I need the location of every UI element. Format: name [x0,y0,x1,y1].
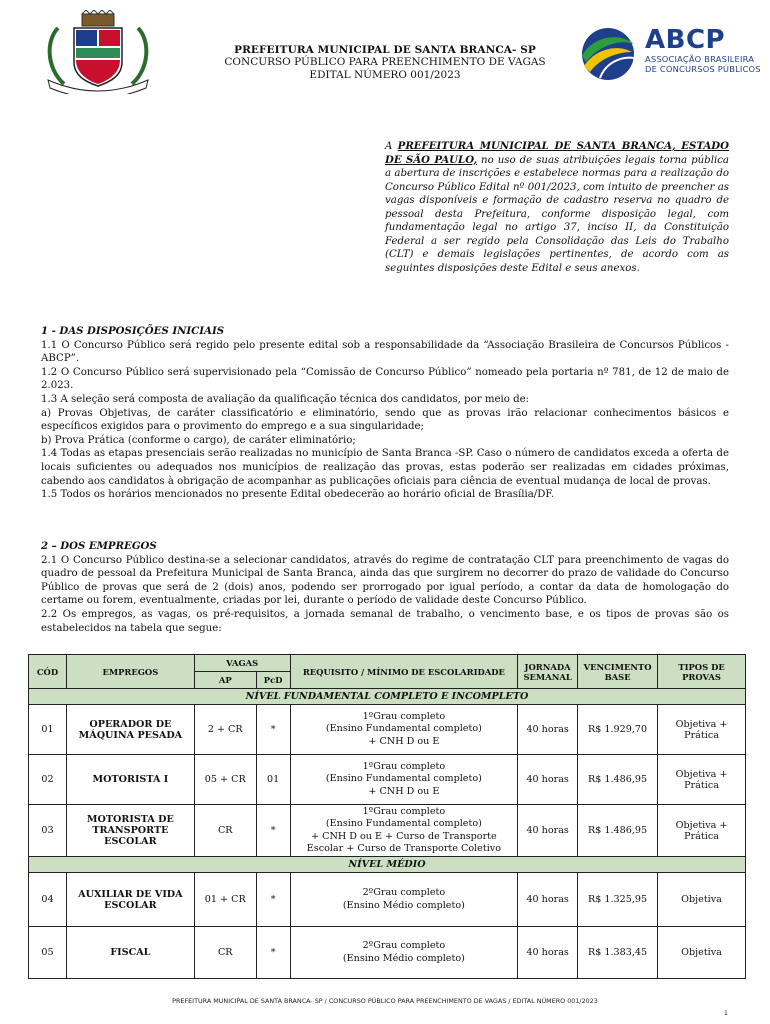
cell-requisito [290,805,518,857]
cell-requisito [290,873,518,927]
header-empregos: EMPREGOS [66,655,194,689]
cell-jornada: 40 horas [518,705,578,755]
paragraph-2-2: 2.2 Os empregos, as vagas, os pré-requisitos, a jornada semanal de trabalho, o vencimento base, e os tipos de provas são os estabelecidos na tabela que segue: [41,608,729,634]
header-pcd: PcD [256,672,290,689]
cell-ap: 05 + CR [194,755,256,805]
section-1-title: 1 - DAS DISPOSIÇÕES INICIAIS [41,325,225,337]
cell-requisito [290,755,518,805]
cell-pcd: 01 [256,755,290,805]
paragraph-1-3b: b) Prova Prática (conforme o cargo), de caráter eliminatório; [41,434,356,446]
section-2-title: 2 – DOS EMPREGOS [41,540,157,552]
cell-jornada: 40 horas [518,805,578,857]
section-1 [41,325,729,502]
header-title: PREFEITURA MUNICIPAL DE SANTA BRANCA- SP [234,44,536,56]
paragraph-2-1: 2.1 O Concurso Público destina-se a selecionar candidatos, através do regime de contratação CLT para preenchimento de vagas do quadro de pessoal da Prefeitura Municipal de Santa Branca, ainda das que surgirem no decorrer do prazo de validade do Concurso Público de provas que será de 2 (dois) anos, podendo ser prorrogado por igual período, a contar da data de homologação do certame ou forem, eventualmente, criadas por lei, durante o período de validade deste Concurso Público. [41,554,729,607]
cell-jornada: 40 horas [518,755,578,805]
abcp-sub-line-2: DE CONCURSOS PÚBLICOS [645,64,761,74]
cell-tipos: Objetiva + Prática [658,755,746,805]
paragraph-1-2: 1.2 O Concurso Público será supervisionado pela “Comissão de Concurso Público” nomeado pela portaria nº 781, de 12 de maio de 2.023. [41,366,729,392]
header-cod: CÓD [29,655,67,689]
cell-vencimento: R$ 1.325,95 [578,873,658,927]
cell-cod: 03 [29,805,67,857]
cell-requisito [290,927,518,979]
cell-vencimento: R$ 1.929,70 [578,705,658,755]
abcp-sub-line-1: ASSOCIAÇÃO BRASILEIRA [645,54,755,64]
level-fundamental: NÍVEL FUNDAMENTAL COMPLETO E INCOMPLETO [29,689,746,705]
municipal-crest-logo [38,10,158,94]
header-edital: EDITAL NÚMERO 001/2023 [309,69,461,81]
req-line: (Ensino Médio completo) [342,952,465,964]
table-row [29,805,746,857]
table-row [29,705,746,755]
cell-cod: 05 [29,927,67,979]
cell-ap: CR [194,927,256,979]
paragraph-1-4: 1.4 Todas as etapas presenciais serão realizadas no município de Santa Branca -SP. Caso o número de candidatos exceda a oferta de locais suficientes ou adequados nos municípios de realização das provas, estas poderão ser realizadas em cidades próximas, cabendo aos candidatos à obrigação de acompanhar as publicações oficiais para ciência de eventual mudança de local de provas. [41,448,729,487]
cell-emprego: MOTORISTA DE TRANSPORTE ESCOLAR [66,805,194,857]
table-row [29,873,746,927]
cell-jornada: 40 horas [518,927,578,979]
req-line: 1ºGrau completo [362,805,446,817]
header-jornada: JORNADA SEMANAL [518,655,578,689]
cell-emprego: FISCAL [66,927,194,979]
req-line: 2ºGrau completo [362,940,446,951]
section-2 [41,540,729,635]
req-line: Escolar + Curso de Transporte Coletivo [306,843,501,854]
cell-emprego: MOTORISTA I [66,755,194,805]
paragraph-1-3: 1.3 A seleção será composta de avaliação da qualificação técnica dos candidatos, por meio de: [41,393,530,405]
preamble-entity: PREFEITURA MUNICIPAL DE SANTA BRANCA, ESTADO DE SÃO PAULO, [385,140,729,166]
page-number: 1 [724,1010,728,1017]
preamble-prefix: A [385,141,398,152]
paragraph-1-5: 1.5 Todos os horários mencionados no presente Edital obedecerão ao horário oficial de Brasília/DF. [41,489,555,501]
req-line: + CNH D ou E + Curso de Transporte [311,830,497,842]
cell-vencimento: R$ 1.486,95 [578,755,658,805]
table-row [29,755,746,805]
req-line: 1ºGrau completo [362,710,446,722]
header-vagas: VAGAS [194,655,290,672]
cell-ap: 2 + CR [194,705,256,755]
header-ap: AP [194,672,256,689]
header-tipos: TIPOS DE PROVAS [658,655,746,689]
jobs-table [28,654,746,979]
req-line: + CNH D ou E [368,785,440,797]
document-header [200,44,570,82]
cell-tipos: Objetiva + Prática [658,805,746,857]
cell-jornada: 40 horas [518,873,578,927]
req-line: (Ensino Fundamental completo) [325,723,482,735]
page-footer: PREFEITURA MUNICIPAL DE SANTA BRANCA- SP / CONCURSO PÚBLICO PARA PREENCHIMENTO DE VAGAS / EDITAL NÚMERO 001/2023 [172,997,598,1005]
table-row [29,927,746,979]
cell-emprego: OPERADOR DE MÁQUINA PESADA [66,705,194,755]
req-line: (Ensino Fundamental completo) [325,773,482,785]
header-subtitle: CONCURSO PÚBLICO PARA PREENCHIMENTO DE VAGAS [224,56,546,68]
cell-cod: 04 [29,873,67,927]
abcp-brand [645,26,761,74]
cell-cod: 01 [29,705,67,755]
paragraph-1-3a: a) Provas Objetivas, de caráter classificatório e eliminatório, sendo que as provas irão relacionar conhecimentos básicos e específicos exigidos para o provimento do emprego e a sua singularidade; [41,407,729,433]
cell-vencimento: R$ 1.383,45 [578,927,658,979]
req-line: (Ensino Médio completo) [342,899,465,911]
cell-emprego: AUXILIAR DE VIDA ESCOLAR [66,873,194,927]
header-requisito: REQUISITO / MÍNIMO DE ESCOLARIDADE [290,655,518,689]
cell-tipos: Objetiva + Prática [658,705,746,755]
cell-requisito [290,705,518,755]
cell-pcd: * [256,873,290,927]
cell-pcd: * [256,705,290,755]
abcp-name: ABCP [645,25,726,55]
cell-ap: 01 + CR [194,873,256,927]
req-line: 2ºGrau completo [362,887,446,898]
req-line: 1ºGrau completo [362,760,446,772]
cell-cod: 02 [29,755,67,805]
preamble [385,140,729,275]
cell-pcd: * [256,805,290,857]
req-line: + CNH D ou E [368,735,440,747]
req-line: (Ensino Fundamental completo) [325,818,482,829]
cell-tipos: Objetiva [658,927,746,979]
cell-tipos: Objetiva [658,873,746,927]
preamble-text: no uso de suas atribuições legais torna pública a abertura de inscrições e estabelece normas para a realização do Concurso Público Edital nº 001/2023, com intuito de preencher as vagas disponíveis e formação de cadastro reserva no quadro de pessoal desta Prefeitura, conforme disposição legal, com fundamentação legal no artigo 37, inciso II, da Constituição Federal a ser regido pela Consolidação das Leis do Trabalho (CLT) e demais legislações pertinentes, de acordo com as seguintes disposições deste Edital e seus anexos. [385,154,729,274]
cell-vencimento: R$ 1.486,95 [578,805,658,857]
header-vencimento: VENCIMENTO BASE [578,655,658,689]
paragraph-1-1: 1.1 O Concurso Público será regido pelo presente edital sob a responsabilidade da “Associação Brasileira de Concursos Públicos - ABCP”. [41,339,729,365]
cell-ap: CR [194,805,256,857]
level-medio: NÍVEL MÉDIO [29,857,746,873]
cell-pcd: * [256,927,290,979]
